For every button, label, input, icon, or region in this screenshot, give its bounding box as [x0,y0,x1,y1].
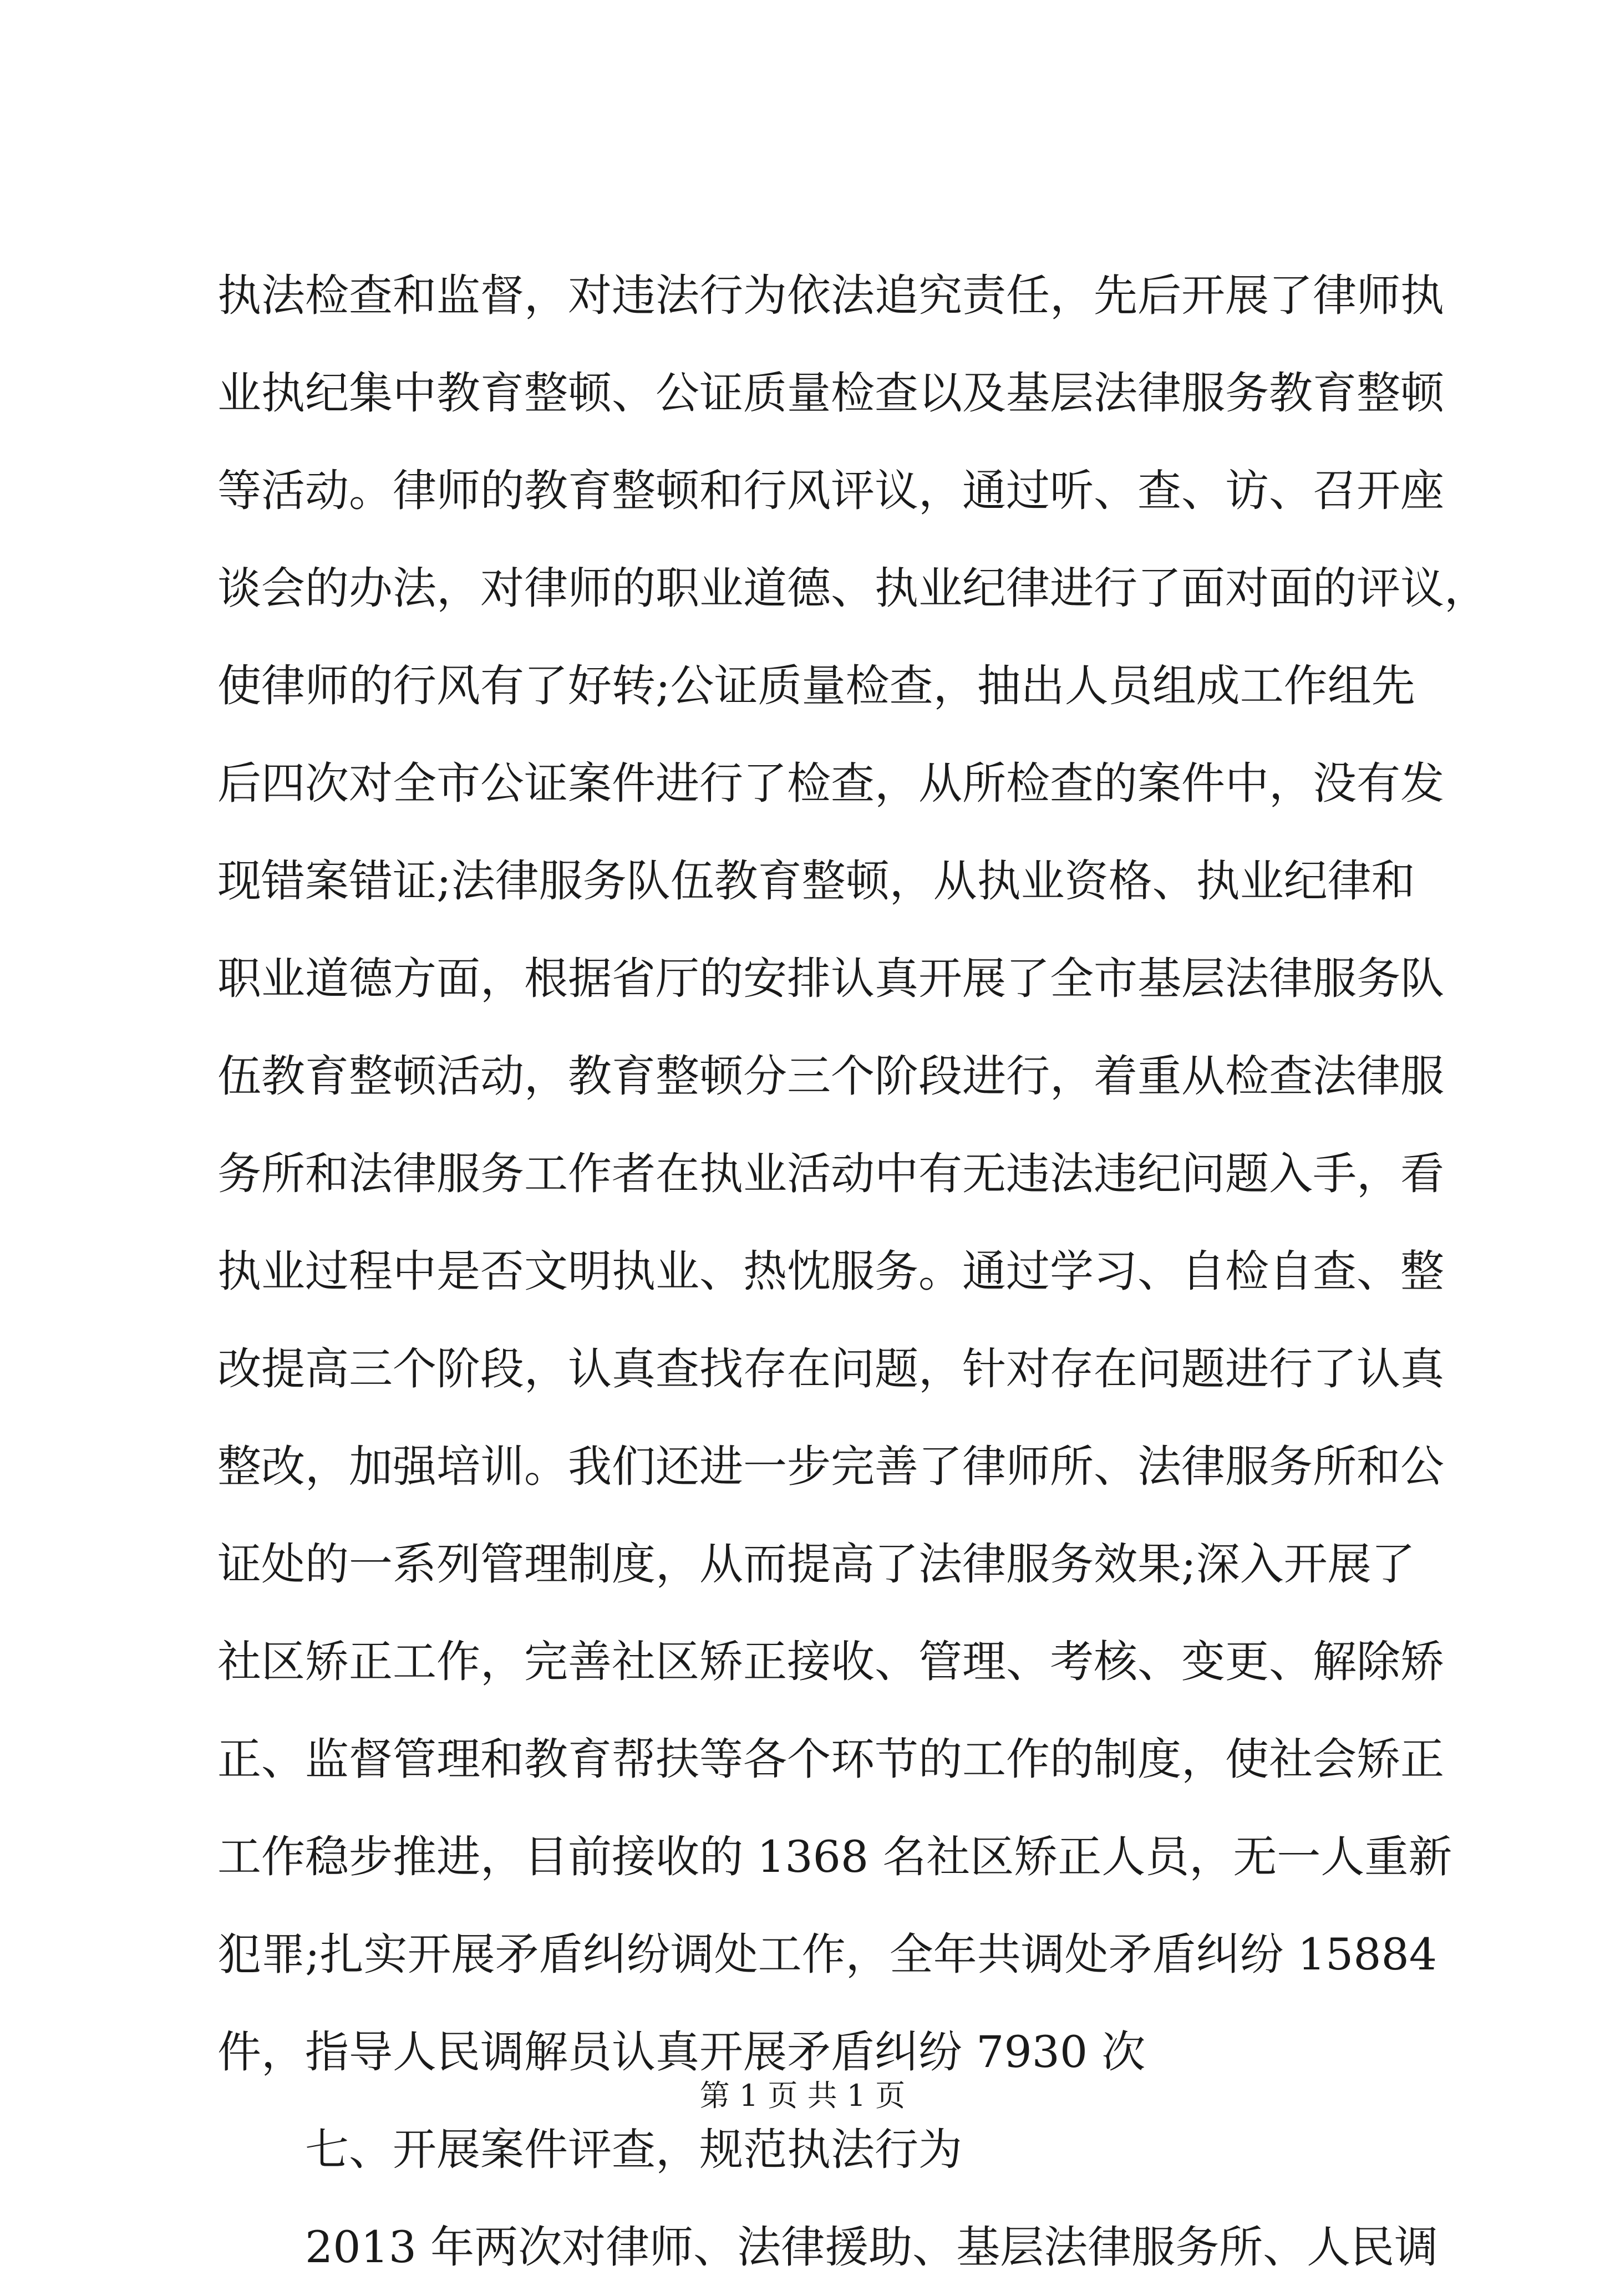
text-line: 谈会的办法，对律师的职业道德、执业纪律进行了面对面的评议， [217,563,1488,614]
section-heading: 七、开展案件评查，规范执法行为 [305,2124,962,2175]
text-line: 犯罪;扎实开展矛盾纠纷调处工作，全年共调处矛盾纠纷 15884 [217,1929,1438,1980]
text-line: 伍教育整顿活动，教育整顿分三个阶段进行，着重从检查法律服 [217,1051,1444,1102]
text-line: 证处的一系列管理制度，从而提高了法律服务效果;深入开展了 [217,1539,1415,1590]
text-line: 社区矫正工作，完善社区矫正接收、管理、考核、变更、解除矫 [217,1636,1444,1687]
document-body [217,247,1488,2296]
text-line: 执法检查和监督，对违法行为依法追究责任，先后开展了律师执 [217,270,1444,321]
text-line: 业执纪集中教育整顿、公证质量检查以及基层法律服务教育整顿 [217,368,1444,419]
page-footer: 第 1 页 共 1 页 [699,2078,906,2113]
text-line: 改提高三个阶段，认真查找存在问题，针对存在问题进行了认真 [217,1343,1444,1394]
text-line: 工作稳步推进，目前接收的 1368 名社区矫正人员，无一人重新 [217,1831,1452,1882]
text-line: 正、监督管理和教育帮扶等各个环节的工作的制度，使社会矫正 [217,1734,1444,1785]
text-line: 现错案错证;法律服务队伍教育整顿，从执业资格、执业纪律和 [217,856,1415,907]
text-line: 后四次对全市公证案件进行了检查，从所检查的案件中，没有发 [217,758,1444,809]
text-line-paragraph-end: 件，指导人民调解员认真开展矛盾纠纷 7930 次 [217,2027,1146,2078]
text-line: 使律师的行风有了好转;公证质量检查，抽出人员组成工作组先 [217,660,1415,711]
section-first-line: 2013 年两次对律师、法律援助、基层法律服务所、人民调 [305,2222,1439,2273]
text-line: 等活动。律师的教育整顿和行风评议，通过听、查、访、召开座 [217,465,1444,516]
text-line: 执业过程中是否文明执业、热忱服务。通过学习、自检自查、整 [217,1246,1444,1297]
text-line: 职业道德方面，根据省厅的安排认真开展了全市基层法律服务队 [217,953,1444,1004]
text-line: 整改，加强培训。我们还进一步完善了律师所、法律服务所和公 [217,1441,1444,1492]
text-line: 务所和法律服务工作者在执业活动中有无违法违纪问题入手，看 [217,1148,1444,1199]
